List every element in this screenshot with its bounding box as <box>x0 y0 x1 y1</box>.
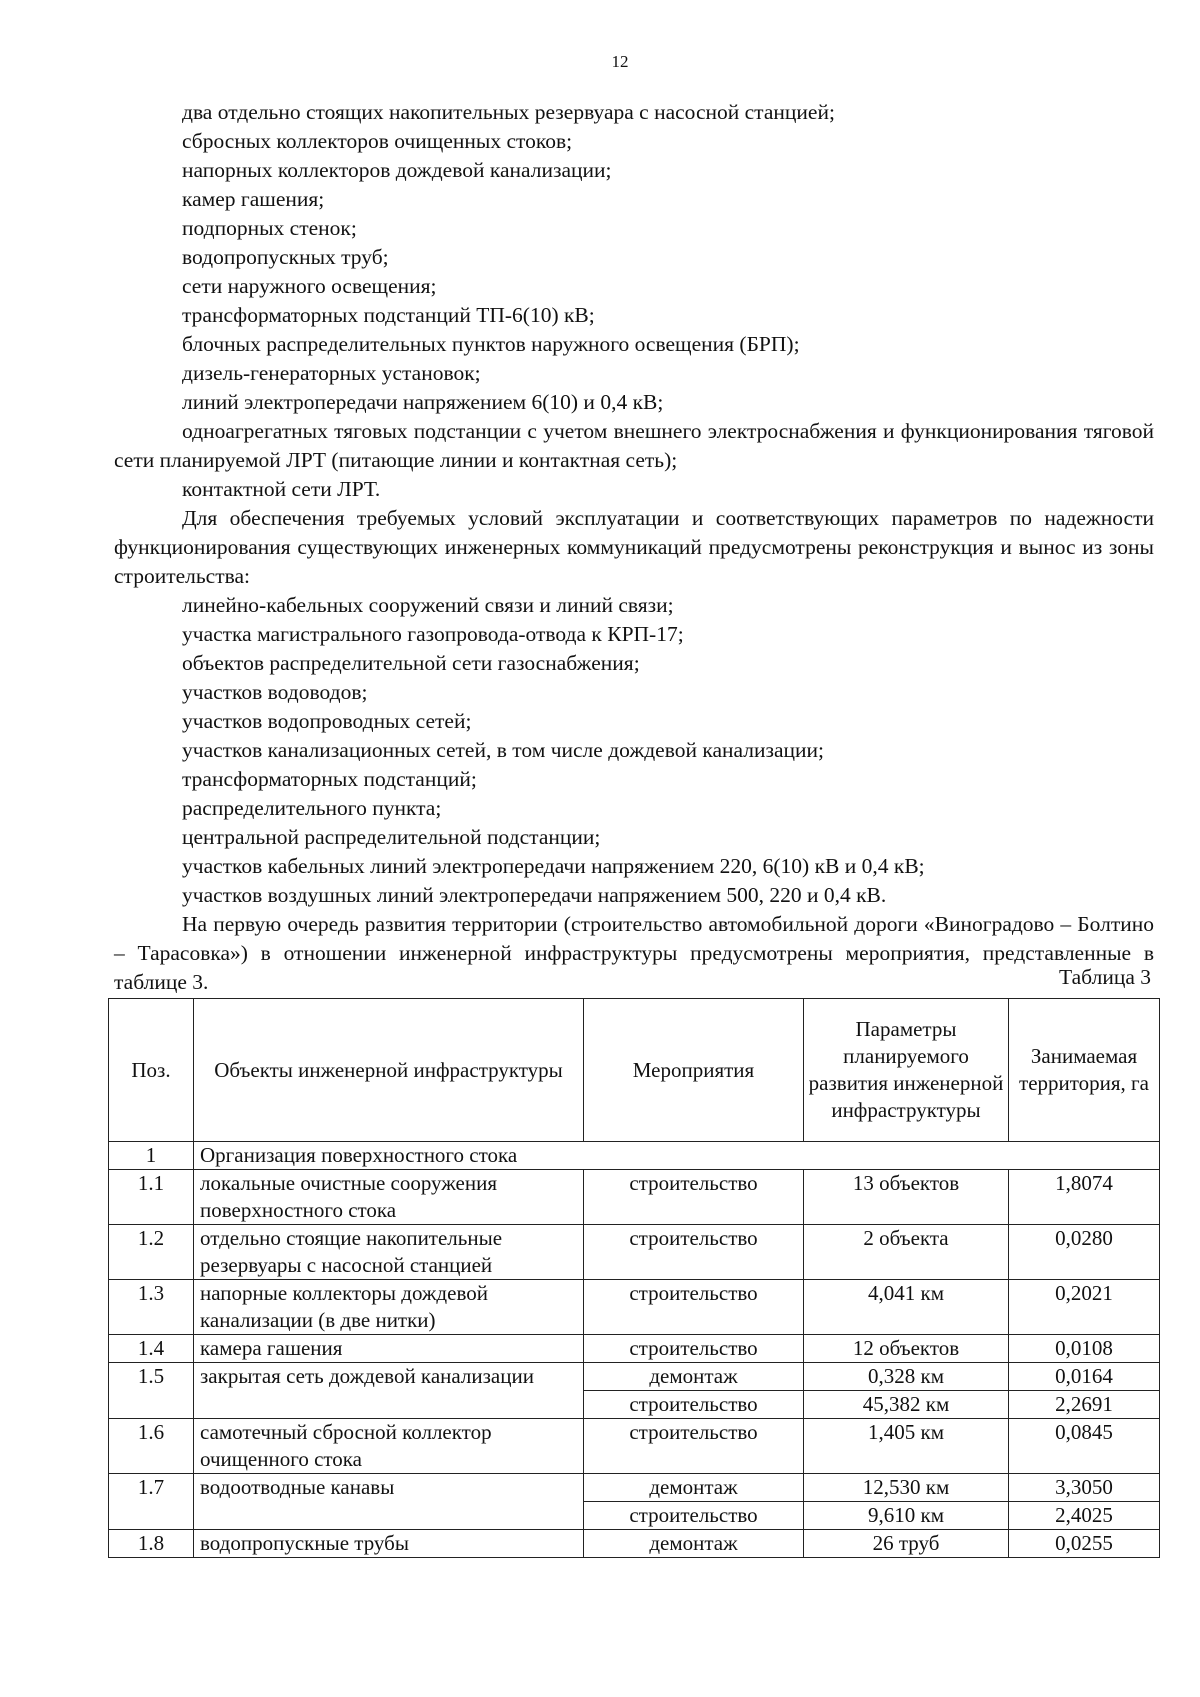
header-objects: Объекты инженерной инфраструктуры <box>194 999 584 1142</box>
table-row <box>109 1280 1160 1335</box>
list-item: участка магистрального газопровода-отвода к КРП-17; <box>182 622 684 646</box>
header-pos: Поз. <box>109 999 194 1142</box>
paragraph-first-stage: На первую очередь развития территории (строительство автомобильной дороги «Виноградово – Болтино – Тарасовка») в отношении инженерной инфраструктуры предусмотрены мероприятия, представленные в таблице 3. <box>114 912 1154 994</box>
list-item: сбросных коллекторов очищенных стоков; <box>182 129 573 153</box>
cell-pos: 1.6 <box>109 1419 194 1474</box>
list-item: блочных распределительных пунктов наружного освещения (БРП); <box>182 332 800 356</box>
cell-object: локальные очистные сооружения поверхностного стока <box>194 1170 584 1225</box>
list-item: участков воздушных линий электропередачи напряжением 500, 220 и 0,4 кВ. <box>182 883 887 907</box>
header-params: Параметры планируемого развития инженерной инфраструктуры <box>804 999 1009 1142</box>
cell-area: 0,0108 <box>1009 1335 1160 1363</box>
list-item: участков водопроводных сетей; <box>182 709 472 733</box>
cell-param: 45,382 км <box>804 1391 1009 1419</box>
table-row <box>109 1335 1160 1363</box>
cell-pos: 1.2 <box>109 1225 194 1280</box>
table-row <box>109 1170 1160 1225</box>
header-measures: Мероприятия <box>584 999 804 1142</box>
section-title: Организация поверхностного стока <box>194 1142 1160 1170</box>
body-text <box>114 98 1154 997</box>
cell-object: закрытая сеть дождевой канализации <box>194 1363 584 1419</box>
list-item: линейно-кабельных сооружений связи и линий связи; <box>182 593 674 617</box>
cell-measure: строительство <box>584 1335 804 1363</box>
cell-area: 2,2691 <box>1009 1391 1160 1419</box>
cell-object: водоотводные канавы <box>194 1474 584 1530</box>
table-section-row <box>109 1142 1160 1170</box>
list-item: два отдельно стоящих накопительных резервуара с насосной станцией; <box>182 100 835 124</box>
cell-measure: демонтаж <box>584 1474 804 1502</box>
cell-area: 3,3050 <box>1009 1474 1160 1502</box>
cell-param: 12,530 км <box>804 1474 1009 1502</box>
cell-area: 1,8074 <box>1009 1170 1160 1225</box>
table-row <box>109 1419 1160 1474</box>
list-item: водопропускных труб; <box>182 245 389 269</box>
list-item: участков кабельных линий электропередачи напряжением 220, 6(10) кВ и 0,4 кВ; <box>182 854 925 878</box>
header-area: Занимаемая территория, га <box>1009 999 1160 1142</box>
cell-param: 9,610 км <box>804 1502 1009 1530</box>
table-row <box>109 1530 1160 1558</box>
cell-pos: 1.3 <box>109 1280 194 1335</box>
cell-param: 1,405 км <box>804 1419 1009 1474</box>
list-item: камер гашения; <box>182 187 325 211</box>
list-item: дизель-генераторных установок; <box>182 361 481 385</box>
table-header-row <box>109 999 1160 1142</box>
cell-area: 0,0255 <box>1009 1530 1160 1558</box>
list-item: трансформаторных подстанций ТП-6(10) кВ; <box>182 303 595 327</box>
list-item: напорных коллекторов дождевой канализации; <box>182 158 612 182</box>
cell-param: 26 труб <box>804 1530 1009 1558</box>
cell-measure: строительство <box>584 1419 804 1474</box>
cell-pos: 1.1 <box>109 1170 194 1225</box>
page-number: 12 <box>611 52 629 71</box>
cell-area: 0,2021 <box>1009 1280 1160 1335</box>
list-item: участков канализационных сетей, в том числе дождевой канализации; <box>182 738 824 762</box>
list-item: центральной распределительной подстанции; <box>182 825 601 849</box>
list-item: подпорных стенок; <box>182 216 357 240</box>
cell-area: 0,0164 <box>1009 1363 1160 1391</box>
cell-pos: 1.7 <box>109 1474 194 1530</box>
cell-param: 12 объектов <box>804 1335 1009 1363</box>
cell-measure: демонтаж <box>584 1530 804 1558</box>
cell-measure: строительство <box>584 1502 804 1530</box>
list-item: объектов распределительной сети газоснабжения; <box>182 651 640 675</box>
list-item: распределительного пункта; <box>182 796 442 820</box>
table-row <box>109 1225 1160 1280</box>
cell-param: 2 объекта <box>804 1225 1009 1280</box>
cell-object: водопропускные трубы <box>194 1530 584 1558</box>
cell-measure: строительство <box>584 1280 804 1335</box>
cell-object: самотечный сбросной коллектор очищенного стока <box>194 1419 584 1474</box>
infrastructure-table <box>108 998 1160 1558</box>
cell-pos: 1.8 <box>109 1530 194 1558</box>
table-label: Таблица 3 <box>1059 965 1151 989</box>
cell-area: 0,0845 <box>1009 1419 1160 1474</box>
cell-param: 13 объектов <box>804 1170 1009 1225</box>
cell-object: отдельно стоящие накопительные резервуары с насосной станцией <box>194 1225 584 1280</box>
cell-area: 2,4025 <box>1009 1502 1160 1530</box>
cell-measure: строительство <box>584 1391 804 1419</box>
cell-param: 0,328 км <box>804 1363 1009 1391</box>
list-item: линий электропередачи напряжением 6(10) и 0,4 кВ; <box>182 390 664 414</box>
cell-measure: строительство <box>584 1170 804 1225</box>
cell-object: напорные коллекторы дождевой канализации (в две нитки) <box>194 1280 584 1335</box>
paragraph-traction: одноагрегатных тяговых подстанции с учетом внешнего электроснабжения и функционирования тяговой сети планируемой ЛРТ (питающие линии и контактная сеть); <box>114 419 1154 472</box>
cell-pos: 1.5 <box>109 1363 194 1419</box>
list-item: трансформаторных подстанций; <box>182 767 477 791</box>
list-item: сети наружного освещения; <box>182 274 437 298</box>
list-item: участков водоводов; <box>182 680 368 704</box>
cell-object: камера гашения <box>194 1335 584 1363</box>
table-row <box>109 1363 1160 1391</box>
cell-area: 0,0280 <box>1009 1225 1160 1280</box>
cell-pos: 1.4 <box>109 1335 194 1363</box>
table-row <box>109 1474 1160 1502</box>
paragraph-reconstruction: Для обеспечения требуемых условий эксплуатации и соответствующих параметров по надежности функционирования существующих инженерных коммуникаций предусмотрены реконструкция и вынос из зоны строительства: <box>114 506 1154 588</box>
cell-measure: демонтаж <box>584 1363 804 1391</box>
list-item: контактной сети ЛРТ. <box>182 477 381 501</box>
cell-measure: строительство <box>584 1225 804 1280</box>
cell-pos: 1 <box>109 1142 194 1170</box>
cell-param: 4,041 км <box>804 1280 1009 1335</box>
